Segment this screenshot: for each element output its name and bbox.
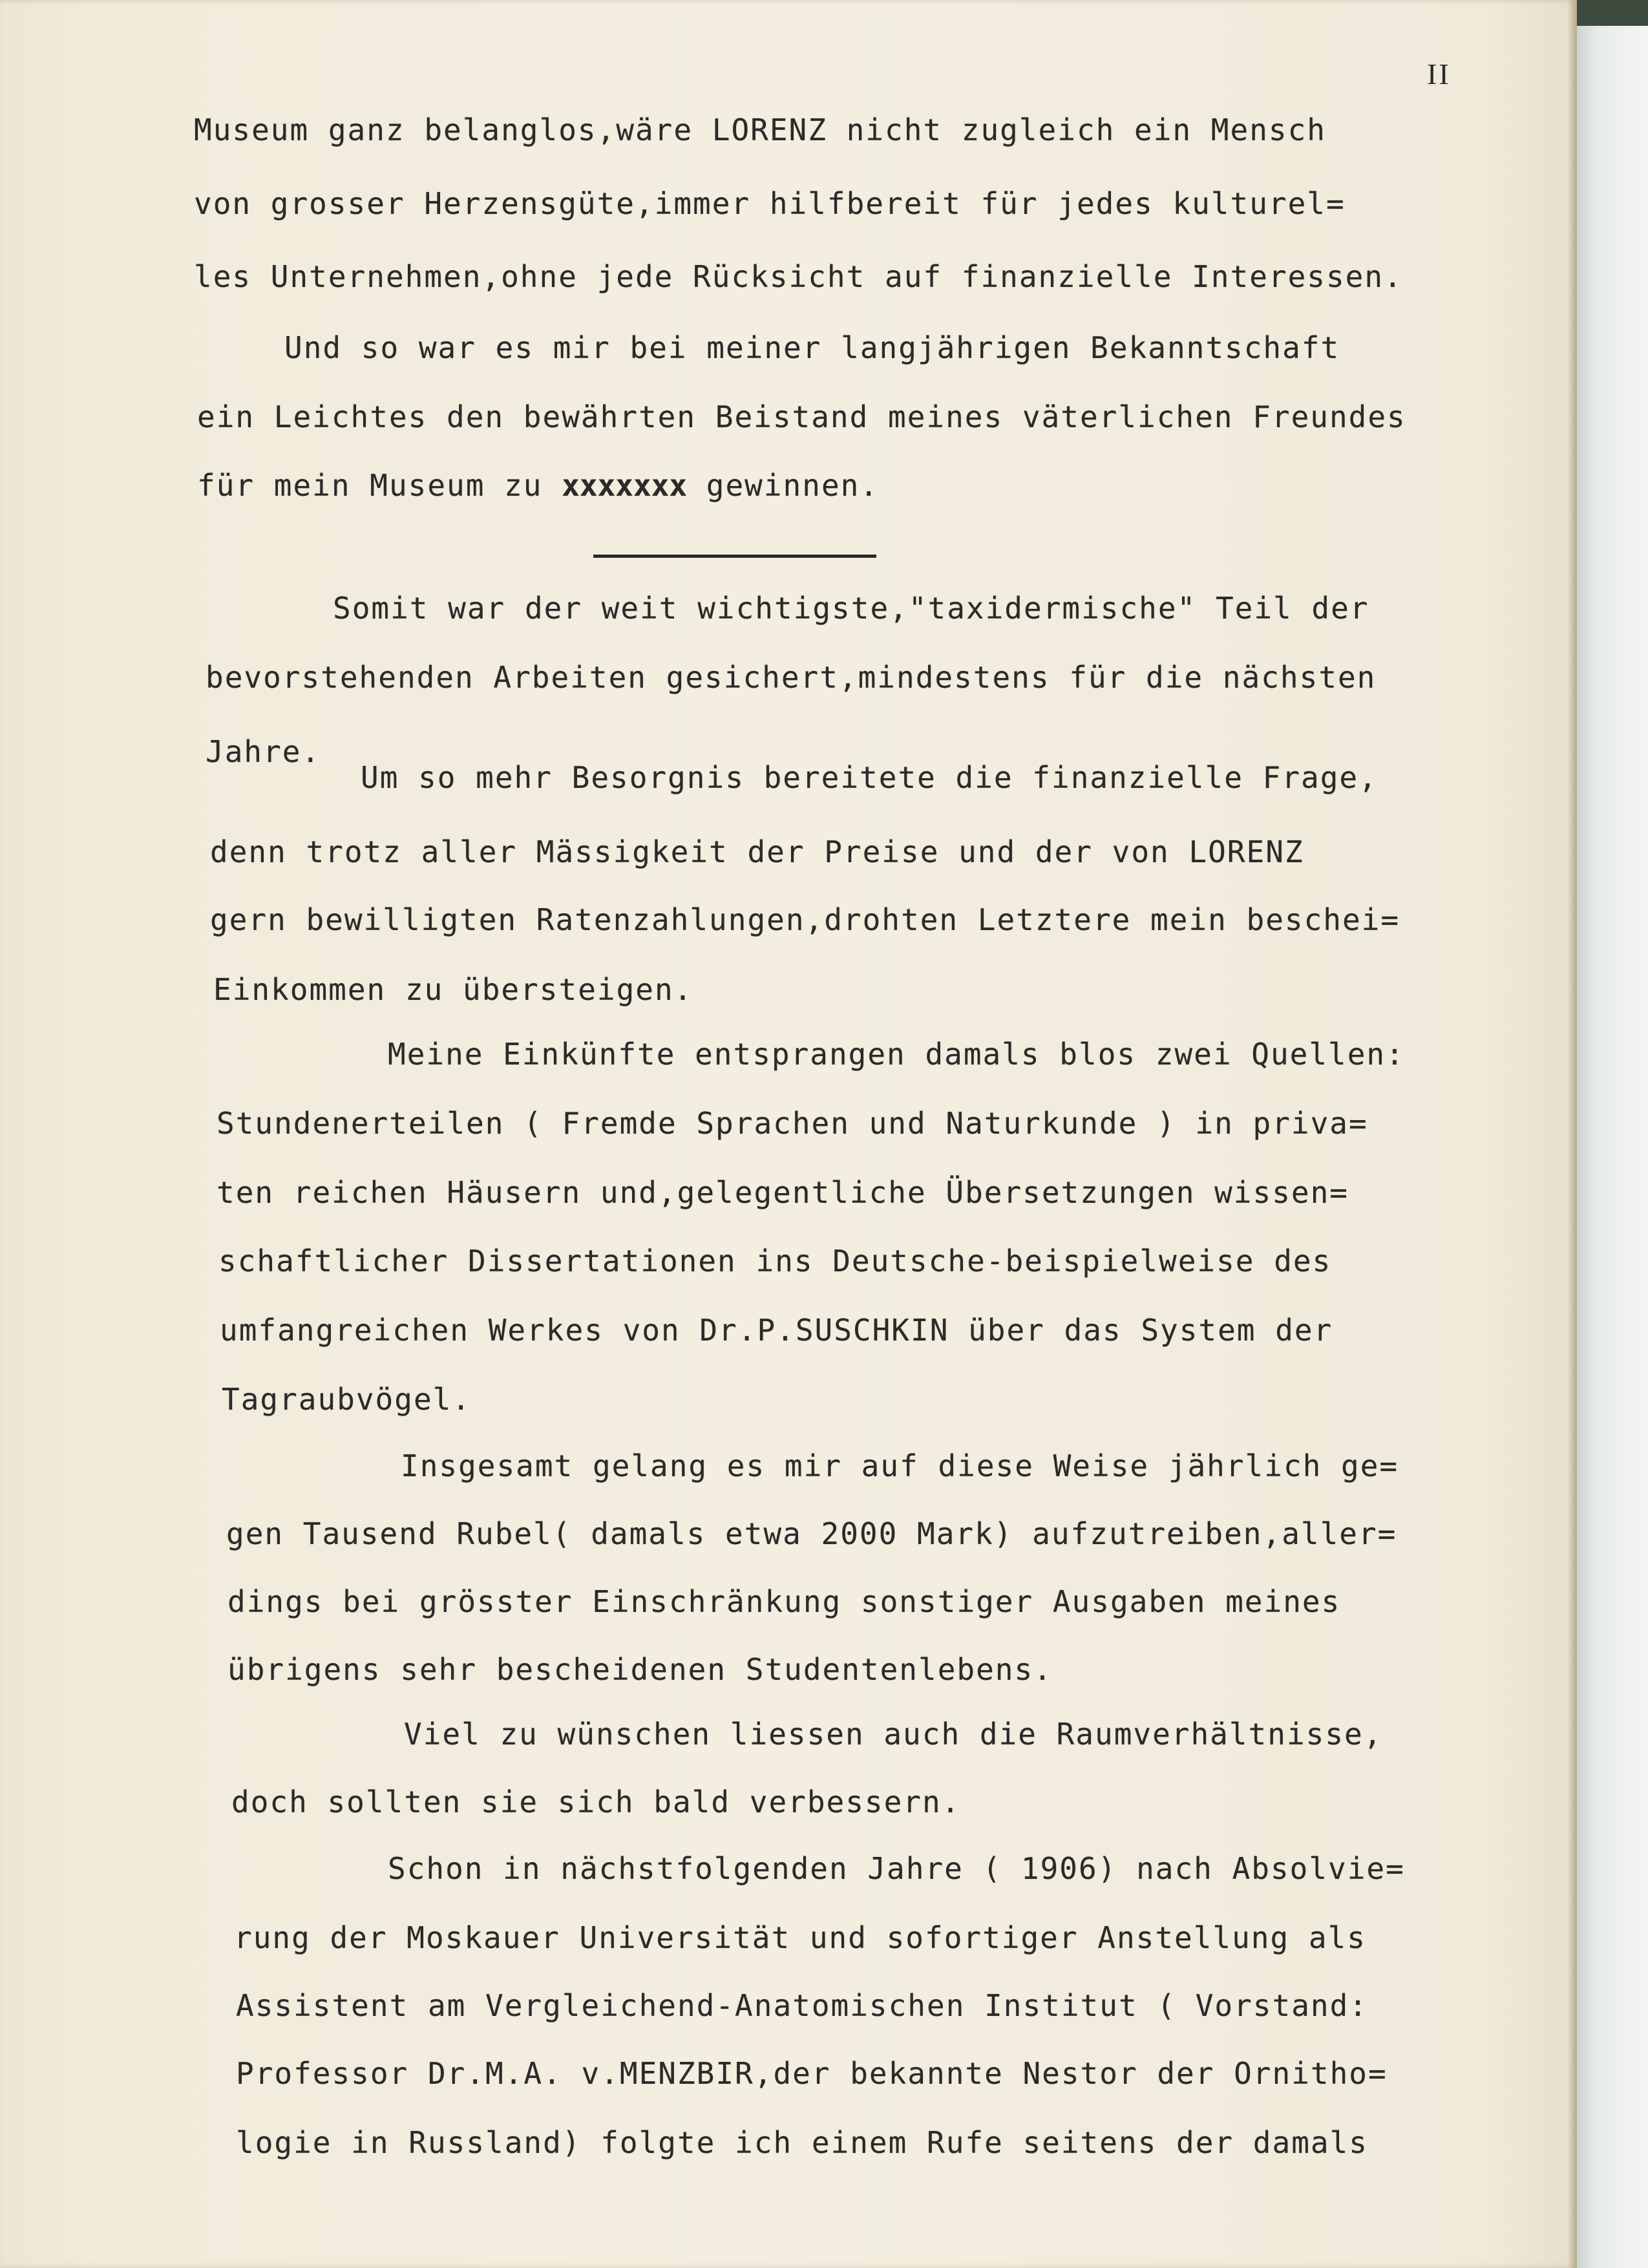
text-line: Schon in nächstfolgenden Jahre ( 1906) nach Absolvie=: [388, 1851, 1405, 1886]
text-line: Stundenerteilen ( Fremde Sprachen und Naturkunde ) in priva=: [217, 1106, 1368, 1141]
text-line: ein Leichtes den bewährten Beistand meines väterlichen Freundes: [197, 399, 1406, 434]
text-line: Und so war es mir bei meiner langjährigen Bekanntschaft: [284, 330, 1340, 365]
text-line: Assistent am Vergleichend-Anatomischen Institut ( Vorstand:: [236, 1988, 1368, 2023]
scanner-backdrop-dark-corner: [1577, 0, 1648, 26]
text-line: rung der Moskauer Universität und sofortiger Anstellung als: [234, 1920, 1366, 1955]
page-number: II: [1427, 58, 1451, 90]
text-segment: für mein Museum zu: [197, 468, 543, 503]
text-line: übrigens sehr bescheidenen Studentenlebens.: [227, 1652, 1053, 1687]
text-segment: gewinnen.: [706, 468, 880, 503]
text-line: umfangreichen Werkes von Dr.P.SUSCHKIN über das System der: [220, 1313, 1333, 1348]
text-line: Museum ganz belanglos,wäre LORENZ nicht zugleich ein Mensch: [194, 112, 1326, 147]
struck-out-word: xxxxxxx: [562, 468, 688, 503]
text-line: denn trotz aller Mässigkeit der Preise und der von LORENZ: [210, 834, 1304, 869]
text-line: les Unternehmen,ohne jede Rücksicht auf finanzielle Interessen.: [194, 259, 1403, 294]
text-line: dings bei grösster Einschränkung sonstiger Ausgaben meines: [227, 1584, 1341, 1619]
text-line: Insgesamt gelang es mir auf diese Weise jährlich ge=: [401, 1448, 1399, 1483]
text-line: gen Tausend Rubel( damals etwa 2000 Mark) aufzutreiben,aller=: [226, 1516, 1397, 1551]
text-line: logie in Russland) folgte ich einem Rufe seitens der damals: [236, 2125, 1368, 2160]
text-line: [197, 468, 880, 503]
section-divider: [593, 555, 876, 558]
text-line: Somit war der weit wichtigste,"taxidermische" Teil der: [333, 591, 1369, 626]
text-line: doch sollten sie sich bald verbessern.: [231, 1785, 961, 1819]
text-line: ten reichen Häusern und,gelegentliche Übersetzungen wissen=: [217, 1175, 1349, 1210]
text-line: Einkommen zu übersteigen.: [213, 972, 693, 1007]
text-line: Tagraubvögel.: [222, 1382, 472, 1417]
text-line: schaftlicher Dissertationen ins Deutsche-beispielweise des: [218, 1244, 1332, 1278]
text-line: gern bewilligten Ratenzahlungen,drohten Letztere mein beschei=: [210, 902, 1400, 937]
text-line: Viel zu wünschen liessen auch die Raumverhältnisse,: [404, 1717, 1383, 1752]
text-line: bevorstehenden Arbeiten gesichert,mindestens für die nächsten: [206, 660, 1377, 695]
text-line: Um so mehr Besorgnis bereitete die finanzielle Frage,: [361, 760, 1378, 795]
text-line: Jahre.: [206, 734, 321, 769]
text-line: Professor Dr.M.A. v.MENZBIR,der bekannte Nestor der Ornitho=: [236, 2056, 1388, 2091]
scanner-backdrop: [1577, 0, 1648, 2268]
text-line: von grosser Herzensgüte,immer hilfbereit für jedes kulturel=: [194, 186, 1346, 221]
page-edge: [1568, 0, 1577, 2268]
text-line: Meine Einkünfte entsprangen damals blos zwei Quellen:: [388, 1037, 1405, 1072]
